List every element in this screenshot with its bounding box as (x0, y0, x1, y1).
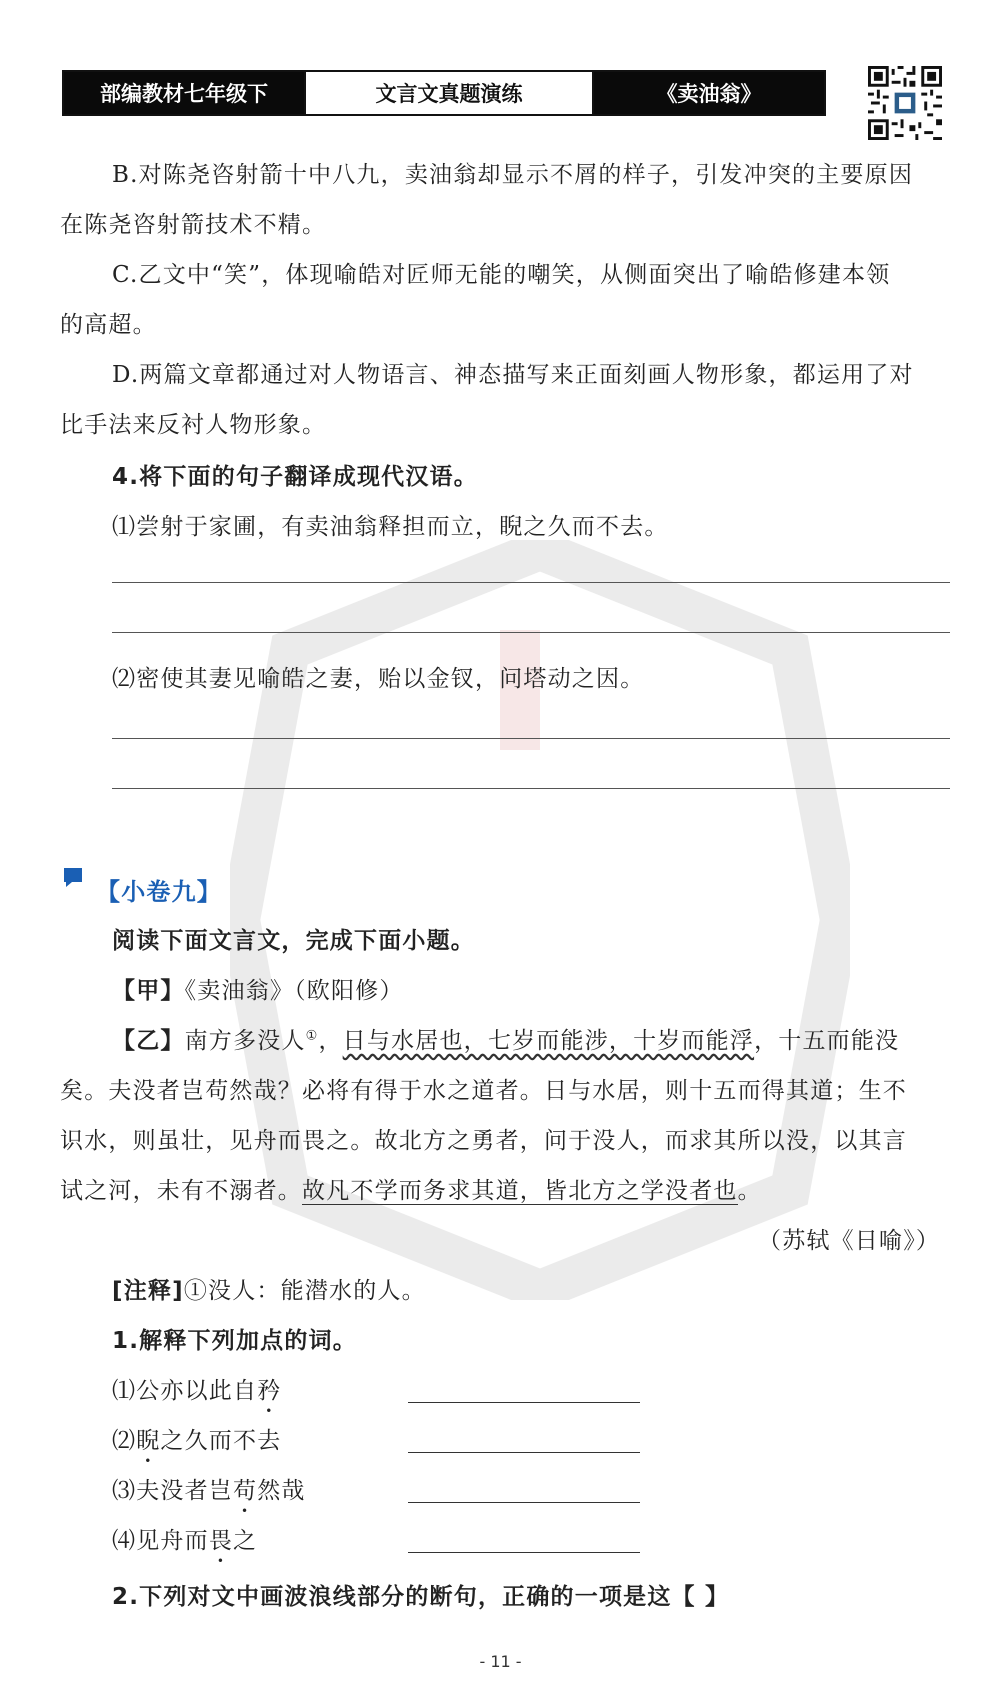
option-c-line1: C.乙文中“笑”，体现喻皓对匠师无能的嘲笑，从侧面突出了喻皓修建本领 (112, 262, 891, 288)
header-title: 《卖油翁》 (594, 72, 824, 114)
passage-source: （苏轼《日喻》） (758, 1228, 941, 1254)
question-1-title: 1.解释下列加点的词。 (112, 1328, 357, 1354)
option-b-line1: B.对陈尧咨射箭十中八九，卖油翁却显示不屑的样子，引发冲突的主要原因 (112, 162, 914, 188)
word-item: ⑶夫没者岂苟然哉 (112, 1478, 306, 1504)
word-item: ⑴公亦以此自矜 (112, 1378, 282, 1404)
section-title: 【小卷九】 (96, 878, 222, 906)
passage-note: [注释]①没人：能潜水的人。 (112, 1278, 426, 1304)
answer-line (112, 738, 950, 739)
underlined-text: 故凡不学而务求其道，皆北方之学没者也 (302, 1178, 738, 1204)
wavy-underlined-text: 日与水居也，七岁而能涉，十岁而能浮 (342, 1028, 755, 1054)
answer-line (112, 582, 950, 583)
word-item: ⑷见舟而畏之 (112, 1528, 258, 1554)
bookmark-icon (62, 866, 86, 888)
question-4-title: 4.将下面的句子翻译成现代汉语。 (112, 464, 478, 490)
reading-instruction: 阅读下面文言文，完成下面小题。 (112, 928, 475, 954)
word-item: ⑵睨之久而不去 (112, 1428, 282, 1454)
page-number: - 11 - (479, 1652, 522, 1671)
header-grade: 部编教材七年级下 (64, 72, 304, 114)
passage-yi-line4: 试之河，未有不溺者。故凡不学而务求其道，皆北方之学没者也。 (60, 1178, 762, 1204)
answer-blank (408, 1402, 640, 1403)
header-bar (62, 70, 826, 116)
question-2-title: 2.下列对文中画波浪线部分的断句，正确的一项是这【 】 (112, 1584, 730, 1610)
qr-code-icon (868, 66, 942, 140)
option-c-line2: 的高超。 (60, 312, 157, 338)
question-4-sentence-2: ⑵密使其妻见喻皓之妻，贻以金钗，问塔动之因。 (112, 666, 645, 692)
option-d-line1: D.两篇文章都通过对人物语言、神态描写来正面刻画人物形象，都运用了对 (112, 362, 914, 388)
passage-yi-line3: 识水，则虽壮，见舟而畏之。故北方之勇者，问于没人，而求其所以没，以其言 (60, 1128, 907, 1154)
answer-blank (408, 1552, 640, 1553)
answer-blank (408, 1502, 640, 1503)
header-topic: 文言文真题演练 (304, 72, 594, 114)
passage-yi-line1: 【乙】南方多没人①，日与水居也，七岁而能涉，十岁而能浮，十五而能没 (112, 1028, 900, 1054)
option-d-line2: 比手法来反衬人物形象。 (60, 412, 327, 438)
passage-jia: 【甲】《卖油翁》（欧阳修） (112, 978, 404, 1004)
option-b-line2: 在陈尧咨射箭技术不精。 (60, 212, 327, 238)
answer-line (112, 632, 950, 633)
answer-line (112, 788, 950, 789)
answer-blank (408, 1452, 640, 1453)
passage-yi-line2: 矣。夫没者岂苟然哉？必将有得于水之道者。日与水居，则十五而得其道；生不 (60, 1078, 907, 1104)
question-4-sentence-1: ⑴尝射于家圃，有卖油翁释担而立，睨之久而不去。 (112, 514, 669, 540)
